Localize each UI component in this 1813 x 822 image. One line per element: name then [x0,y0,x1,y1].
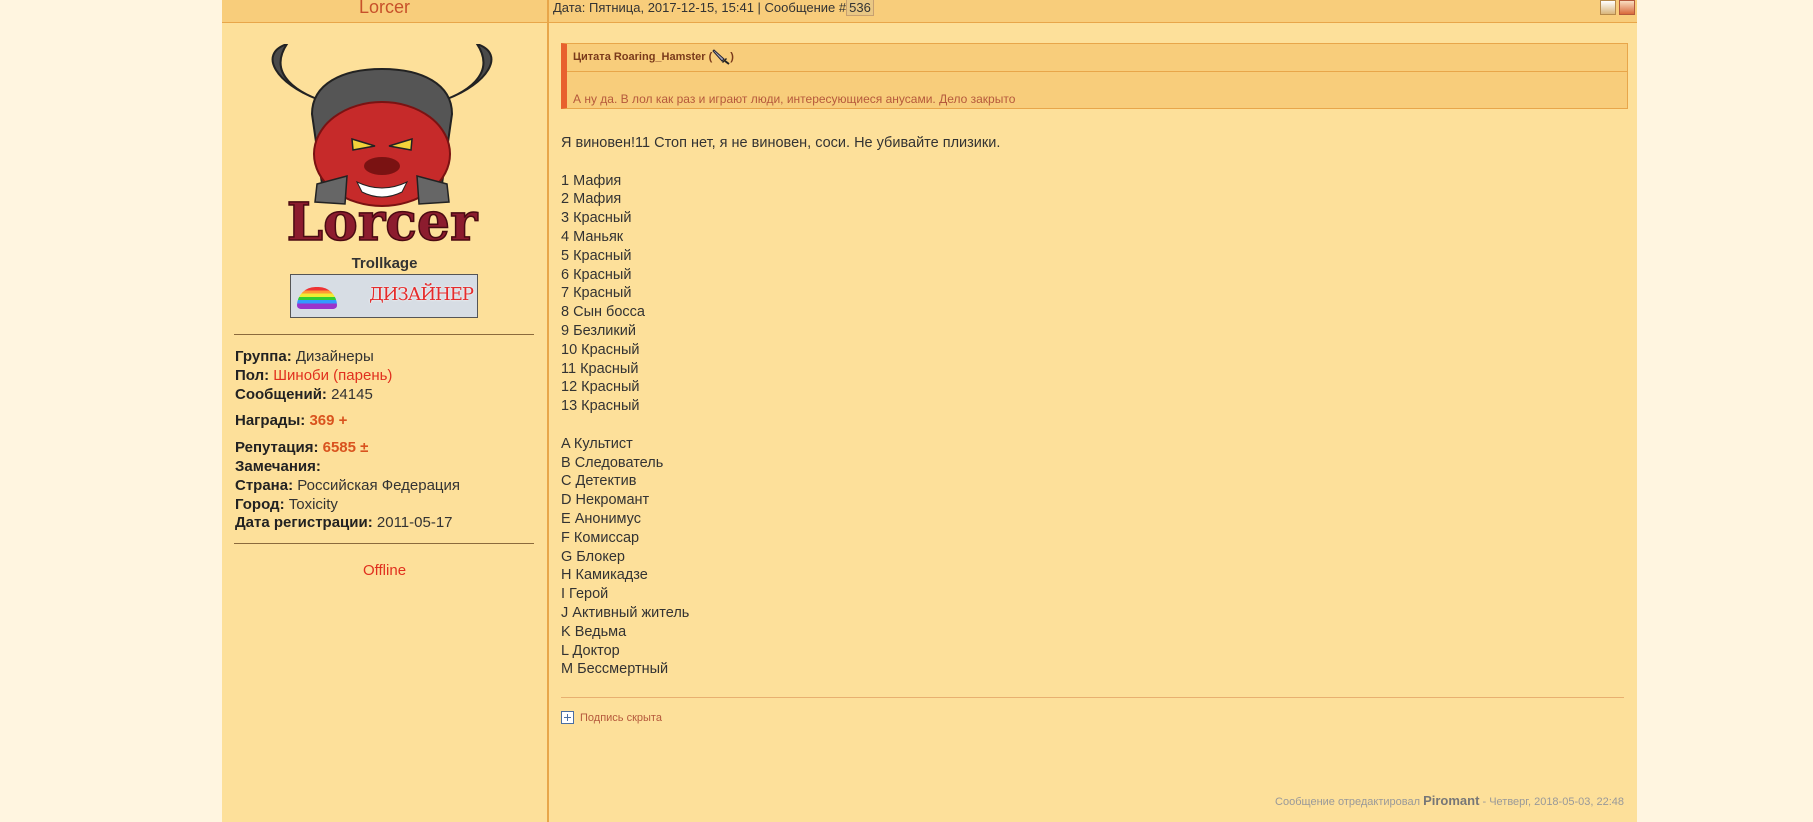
edit-note: Сообщение отредактировал Piromant - Четверг, 2018-05-03, 22:48 [1275,793,1624,808]
list-item: 8 Сын босса [561,304,645,321]
signature-toggle[interactable] [561,711,662,724]
avatar [257,44,507,244]
regdate-row: Дата регистрации: 2011-05-17 [235,514,453,532]
awards-row: Награды: 369 + [235,412,348,430]
group-row: Группа: Дизайнеры [235,348,374,365]
awards-link[interactable]: 369 [309,412,335,430]
numbered-role-list [561,172,1621,416]
signature-label[interactable]: Подпись скрыта [580,711,662,724]
user-rank: Trollkage [351,255,418,272]
editor-name[interactable]: Piromant [1423,793,1480,808]
list-item: 5 Красный [561,247,632,264]
badge-text: ДИЗАЙНЕР [369,284,473,305]
list-item: 11 Красный [561,360,639,377]
list-item: E Анонимус [561,510,642,527]
thumb-up-icon[interactable] [1600,0,1616,15]
list-item: J Активный житель [561,604,690,621]
rainbow-icon [297,287,337,309]
quote-block [561,43,1628,109]
quote-divider [567,71,1627,72]
gender-row: Пол: Шиноби (парень) [235,366,393,384]
message-number-link[interactable]: 536 [846,0,874,16]
author-nickname[interactable]: Lorcer [358,0,411,17]
change-reputation-button[interactable]: ± [360,439,369,457]
quote-header: Цитата Roaring_Hamster ( ) [573,49,734,65]
city-row: Город: Toxicity [235,495,338,513]
list-item: D Некромант [561,492,650,509]
sword-icon [712,49,730,65]
post-meta [553,0,874,15]
post-body [561,134,1621,679]
list-item: L Доктор [561,642,620,659]
list-item: G Блокер [561,548,625,565]
reputation-link[interactable]: 6585 [322,439,356,457]
profile-info [235,348,460,533]
signature-divider [561,697,1624,698]
list-item: F Комиссар [561,529,640,546]
quote-text: А ну да. В лол как раз и играют люди, интересующиеся анусами. Дело закрыто [573,92,1016,106]
messages-row: Сообщений: 24145 [235,385,373,403]
list-item: 13 Красный [561,398,640,415]
profile-divider-top [234,334,534,335]
list-item: 3 Красный [561,210,632,227]
add-award-button[interactable]: + [338,412,348,430]
country-row: Страна: Российская Федерация [235,476,461,494]
list-item: 4 Маньяк [561,228,624,245]
list-item: B Следователь [561,454,664,471]
expand-plus-icon[interactable] [561,711,574,724]
forum-post [222,0,1637,822]
list-item: A Культист [561,435,633,452]
post-actions [1600,0,1635,15]
reputation-row: Репутация: 6585 ± [235,439,369,457]
list-item: 12 Красный [561,379,640,396]
list-item: 2 Мафия [561,191,622,208]
list-item: H Камикадзе [561,567,648,584]
avatar-logo-text: Lorcer [286,192,478,244]
list-item: 10 Красный [561,341,640,358]
list-item: I Герой [561,586,609,603]
designer-badge [290,274,478,318]
warnings-row: Замечания: [235,457,321,475]
post-header [222,0,1637,23]
profile-divider-bottom [234,543,534,544]
list-item: M Бессмертный [561,661,669,678]
column-divider [547,0,549,822]
post-intro: Я виновен!11 Стоп нет, я не виновен, соси. Не убивайте плизики. [561,135,1001,151]
list-item: 6 Красный [561,266,632,283]
online-status: Offline [362,562,407,579]
list-item: 1 Мафия [561,172,622,189]
list-item: K Ведьма [561,623,627,640]
lettered-role-list [561,435,1621,679]
list-item: C Детектив [561,473,637,490]
report-icon[interactable] [1619,0,1635,15]
list-item: 7 Красный [561,285,632,302]
list-item: 9 Безликий [561,322,636,339]
post-date: Дата: Пятница, 2017-12-15, 15:41 | Сообщение # [553,0,847,15]
